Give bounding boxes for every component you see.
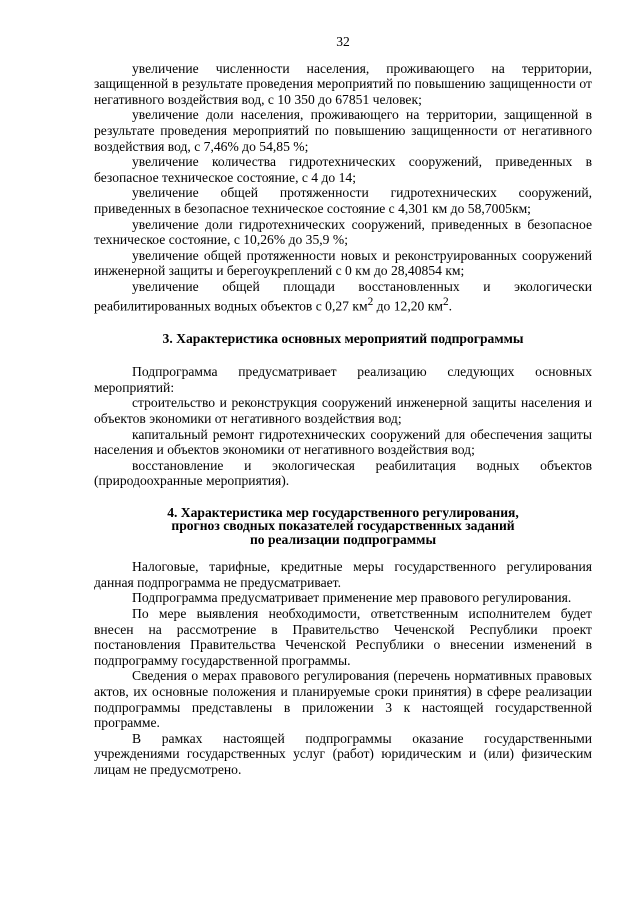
section4-paragraph: Сведения о мерах правового регулирования (перечень нормативных правовых актов, их основные положения и планируемые сроки принятия) в сфере реализации подпрограммы представлены в приложении 3 к настоящей государственной программе. [94, 668, 592, 731]
section4-paragraph: По мере выявления необходимости, ответственным исполнителем будет внесен на рассмотрение в Правительство Чеченской Республики проект постановления Правительства Чеченской Республики о внесении изменений в подпрограмму государственной программы. [94, 605, 592, 668]
section3-heading: 3. Характеристика основных мероприятий подпрограммы [162, 330, 524, 346]
indicator-text: . [448, 298, 453, 314]
superscript: 2 [442, 295, 449, 308]
indicator-paragraph: увеличение количества гидротехнических сооружений, приведенных в безопасное техническое состояние, с 4 до 14; [94, 154, 592, 185]
section3-body [94, 364, 592, 489]
section3-paragraph: капитальный ремонт гидротехнических сооружений для обеспечения защиты населения и объектов экономики от негативного воздействия вод; [94, 426, 592, 458]
document-page [94, 34, 592, 778]
indicator-text: увеличение общей площади восстановленных и экологически реабилитированных водных объектов с 0,27 км [94, 278, 592, 314]
section3-paragraph: строительство и реконструкция сооружений инженерной защиты населения и объектов экономики от негативного воздействия вод; [94, 395, 592, 426]
section4-heading-line: 4. Характеристика мер государственного регулирования, [167, 504, 519, 520]
section4-paragraph: Подпрограмма предусматривает применение мер правового регулирования. [132, 590, 572, 606]
indicators-list [94, 61, 592, 314]
superscript: 2 [367, 295, 374, 308]
section4-heading-line: по реализации подпрограммы [249, 531, 437, 547]
indicator-paragraph-area [94, 279, 592, 314]
section3-paragraph: восстановление и экологическая реабилитация водных объектов (природоохранные мероприятия). [94, 457, 592, 489]
indicator-paragraph: увеличение численности населения, проживающего на территории, защищенной в результате проведения мероприятий по повышению защищенности от негативного воздействия вод, с 10 350 до 67851 человек; [94, 60, 592, 107]
indicator-paragraph: увеличение доли населения, проживающего на территории, защищенной в результате проведения мероприятий по повышению защищенности от негативного воздействия вод, с 7,46% до 54,85 %; [94, 107, 592, 154]
indicator-paragraph: увеличение общей протяженности гидротехнических сооружений, приведенных в безопасное техническое состояние с 4,301 км до 58,7005км; [94, 185, 592, 216]
indicator-paragraph: увеличение доли гидротехнических сооружений, приведенных в безопасное техническое состояние, с 10,26% до 35,9 %; [94, 216, 592, 248]
section4-heading-line: прогноз сводных показателей государственных заданий [171, 518, 515, 534]
indicator-paragraph: увеличение общей протяженности новых и реконструированных сооружений инженерной защиты и берегоукреплений с 0 км до 28,40854 км; [94, 247, 592, 279]
section4-body [94, 559, 592, 777]
section3-paragraph: Подпрограмма предусматривает реализацию следующих основных мероприятий: [94, 364, 592, 395]
page-number: 32 [336, 34, 350, 49]
section4-paragraph: В рамках настоящей подпрограммы оказание государственными учреждениями государственных услуг (работ) юридическим и (или) физическим лицам не предусмотрено. [94, 730, 592, 777]
section4-paragraph: Налоговые, тарифные, кредитные меры государственного регулирования данная подпрограмма не предусматривает. [94, 559, 592, 590]
indicator-text: до 12,20 км [373, 298, 443, 314]
section4-heading [94, 506, 592, 546]
